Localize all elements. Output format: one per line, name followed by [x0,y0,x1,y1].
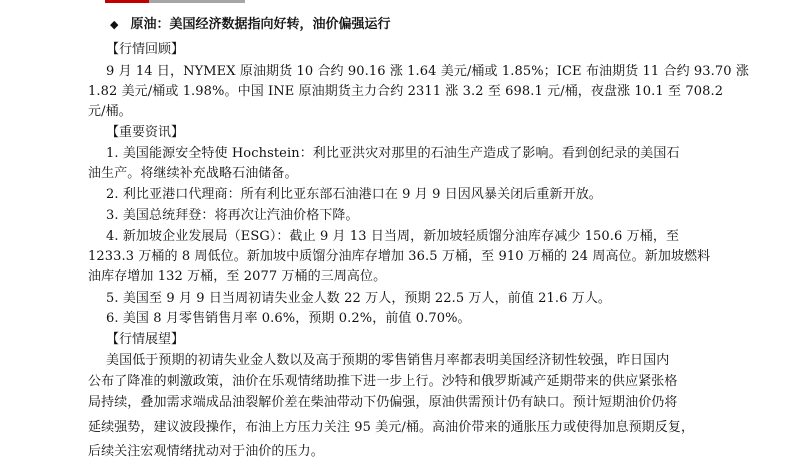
news-line: 4. 新加坡企业发展局（ESG）：截止 9 月 13 日当周，新加坡轻质馏分油库存减少 150.6 万桶，至 [106,229,680,244]
news-line: 6. 美国 8 月零售销售月率 0.6%，预期 0.2%，前值 0.70%。 [106,311,471,326]
news-line: 3. 美国总统拜登：将再次让汽油价格下降。 [106,208,359,223]
news-line: 油生产。将继续补充战略石油储备。 [88,166,298,181]
section-heading [110,13,390,32]
accent-bar-grey [149,0,245,3]
outlook-label: 【行情展望】 [106,332,185,347]
accent-bar-red [105,0,149,3]
outlook-line: 延续强势，建议波段操作，布油上方压力关注 95 美元/桶。高油价带来的通胀压力或使得加息预期反复， [88,420,695,435]
header-accent-bar [105,0,245,3]
outlook-line: 后续关注宏观情绪扰动对于油价的压力。 [88,444,324,459]
market-review-line: 1.82 美元/桶或 1.98%。中国 INE 原油期货主力合约 2311 涨 3.2 至 698.1 元/桶，夜盘涨 10.1 至 708.2 [88,84,724,99]
market-review-label: 【行情回顾】 [106,42,185,57]
outlook-line: 公布了降准的刺激政策，油价在乐观情绪助推下进一步上行。沙特和俄罗斯减产延期带来的供应紧张格 [88,374,678,389]
news-label: 【重要资讯】 [106,125,185,140]
outlook-line: 局持续，叠加需求端成品油裂解价差在柴油带动下仍偏强，原油供需预计仍有缺口。预计短期油价仍将 [88,395,678,410]
heading-text: 原油：美国经济数据指向好转，油价偏强运行 [130,17,391,32]
news-line: 2. 利比亚港口代理商：所有利比亚东部石油港口在 9 月 9 日因风暴关闭后重新开放。 [106,187,602,202]
news-line: 1. 美国能源安全特使 Hochstein：利比亚洪灾对那里的石油生产造成了影响。看到创纪录的美国石 [106,146,680,161]
market-review-line: 元/桶。 [88,104,132,119]
news-line: 油库存增加 132 万桶，至 2077 万桶的三周高位。 [88,269,387,284]
diamond-bullet-icon: ◆ [110,18,119,31]
market-review-line: 9 月 14 日，NYMEX 原油期货 10 合约 90.16 涨 1.64 美元/桶或 1.85%；ICE 布油期货 11 合约 93.70 涨 [106,64,749,79]
news-line: 1233.3 万桶的 8 周低位。新加坡中质馏分油库存增加 36.5 万桶，至 910 万桶的 24 周高位。新加坡燃料 [88,249,711,264]
outlook-line: 美国低于预期的初请失业金人数以及高于预期的零售销售月率都表明美国经济韧性较强，昨日国内 [106,353,670,368]
news-line: 5. 美国至 9 月 9 日当周初请失业金人数 22 万人，预期 22.5 万人，前值 21.6 万人。 [106,291,612,306]
